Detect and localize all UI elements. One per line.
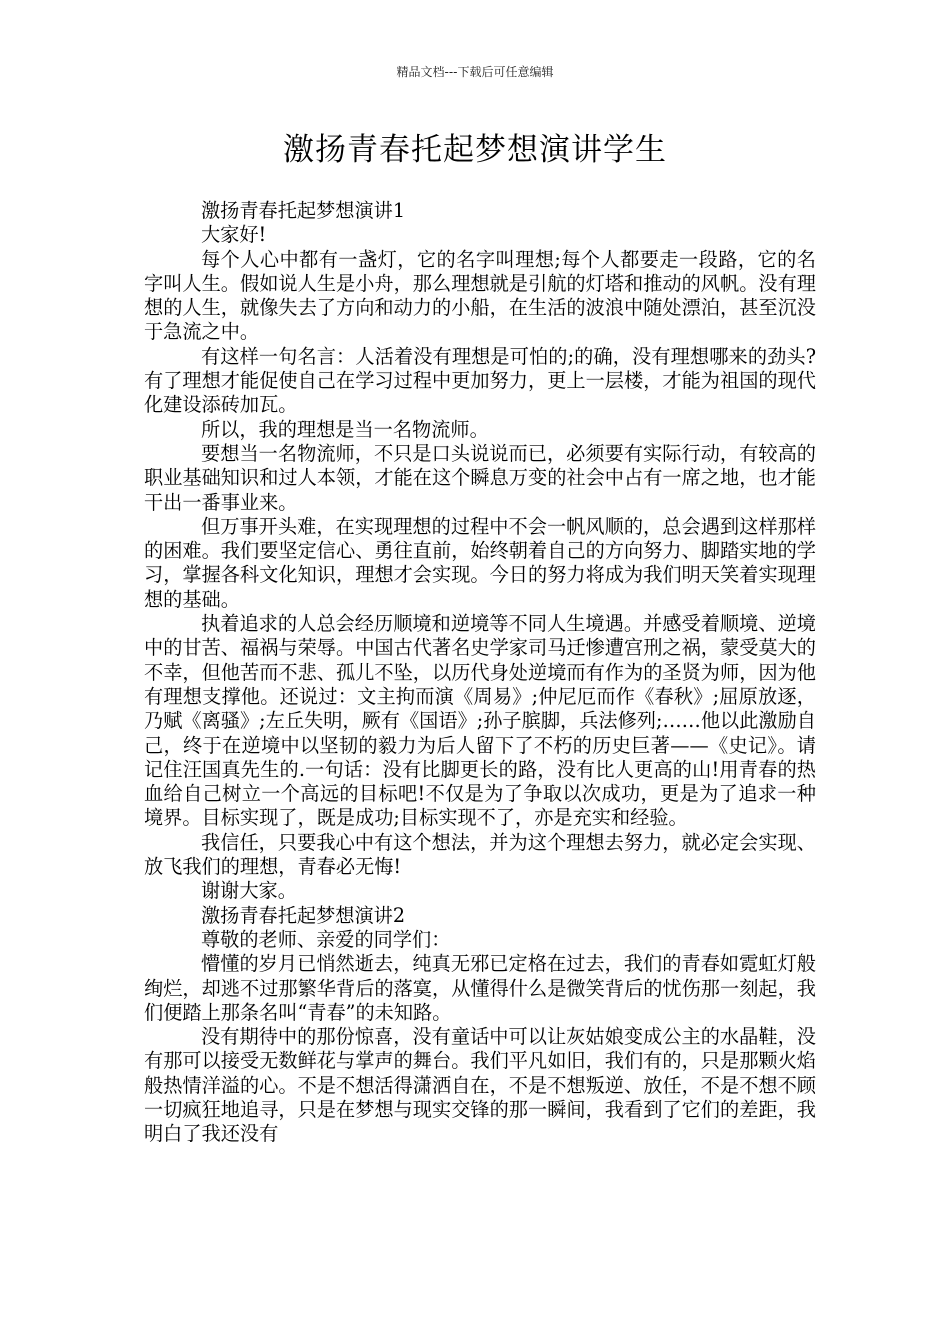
- paragraph: 但万事开头难，在实现理想的过程中不会一帆风顺的，总会遇到这样那样的困难。我们要坚定信心、勇往直前，始终朝着自己的方向努力、脚踏实地的学习，掌握各科文化知识，理想才会实现。今日的努力将成为我们明天笑着实现理想的基础。: [144, 514, 816, 611]
- paragraph: 大家好!: [201, 223, 267, 247]
- document-title: 激扬青春托起梦想演讲学生: [283, 132, 667, 168]
- paragraph: 没有期待中的那份惊喜，没有童话中可以让灰姑娘变成公主的水晶鞋，没有那可以接受无数鲜花与掌声的舞台。我们平凡如旧，我们有的，只是那颗火焰般热情洋溢的心。不是不想活得潇洒自在，不是不想叛逆、放任，不是不想不顾一切疯狂地追寻，只是在梦想与现实交锋的那一瞬间，我看到了它们的差距，我明白了我还没有: [144, 1025, 816, 1146]
- paragraph: 所以，我的理想是当一名物流师。: [201, 417, 489, 441]
- paragraph: 要想当一名物流师，不只是口头说说而已，必须要有实际行动，有较高的职业基础知识和过人本领，才能在这个瞬息万变的社会中占有一席之地，也才能干出一番事业来。: [144, 441, 816, 514]
- paragraph: 每个人心中都有一盏灯，它的名字叫理想;每个人都要走一段路，它的名字叫人生。假如说人生是小舟，那么理想就是引航的灯塔和推动的风帆。没有理想的人生，就像失去了方向和动力的小船，在生活的波浪中随处漂泊，甚至沉没于急流之中。: [144, 247, 816, 344]
- page-header: 精品文档---下载后可任意编辑: [396, 65, 554, 79]
- paragraph: 有这样一句名言：人活着没有理想是可怕的;的确，没有理想哪来的劲头?有了理想才能促使自己在学习过程中更加努力，更上一层楼，才能为祖国的现代化建设添砖加瓦。: [144, 344, 816, 417]
- paragraph: 执着追求的人总会经历顺境和逆境等不同人生境遇。并感受着顺境、逆境中的甘苦、福祸与荣辱。中国古代著名史学家司马迁惨遭宫刑之祸，蒙受莫大的不幸，但他苦而不悲、孤儿不坠，以历代身处逆境而有作为的圣贤为师，因为他有理想支撑他。还说过：文主拘而演《周易》;仲尼厄而作《春秋》;屈原放逐，乃赋《离骚》;左丘失明，厥有《国语》;孙子膑脚，兵法修列;……他以此激励自己，终于在逆境中以坚韧的毅力为后人留下了不朽的历史巨著——《史记》。请记住汪国真先生的.一句话：没有比脚更长的路，没有比人更高的山!用青春的热血给自己树立一个高远的目标吧!不仅是为了争取以次成功，更是为了追求一种境界。目标实现了，既是成功;目标实现不了，亦是充实和经验。: [144, 612, 816, 830]
- paragraph: 激扬青春托起梦想演讲1: [201, 199, 406, 222]
- paragraph: 我信任，只要我心中有这个想法，并为这个理想去努力，就必定会实现、放飞我们的理想，青春必无悔!: [144, 830, 816, 879]
- paragraph: 激扬青春托起梦想演讲2: [201, 903, 406, 927]
- paragraph: 谢谢大家。: [201, 879, 297, 903]
- paragraph: 懵懂的岁月已悄然逝去，纯真无邪已定格在过去，我们的青春如霓虹灯般绚烂，却逃不过那繁华背后的落寞，从懂得什么是微笑背后的忧伤那一刻起，我们便踏上那条名叫“青春”的未知路。: [144, 952, 816, 1024]
- paragraph: 尊敬的老师、亲爱的同学们：: [201, 927, 451, 951]
- document-body: [144, 199, 816, 1147]
